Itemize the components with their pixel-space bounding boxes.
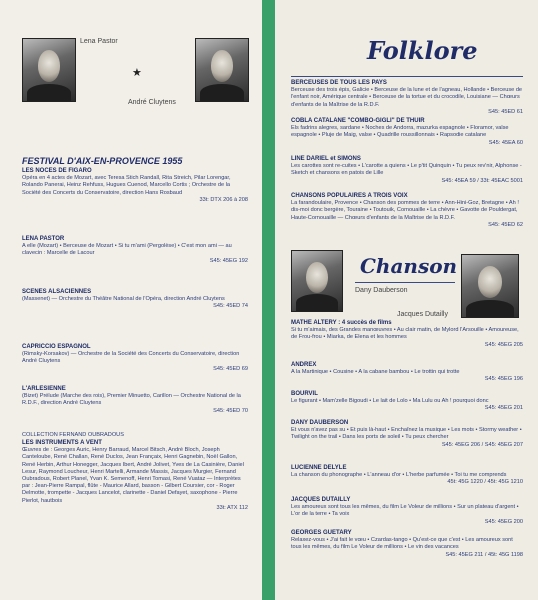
section-ref: S45: 45EG 192: [209, 257, 248, 264]
section-heading: ANDREX: [291, 362, 317, 368]
section-body: Berceuse des trois épis, Galicie • Berceuse de la lune et de l'agneau, Hollande • Berceuse de l'enfant noir, Amérique centrale • Berceuse de la tortue et du crocodile, Louisiane — Chœurs d'enfants de la Maîtrise de la R.D.F.: [291, 87, 523, 108]
section-lucienne-delyle: [291, 465, 523, 487]
section-heading: LES INSTRUMENTS A VENT: [22, 440, 102, 446]
section-georges-guetary: [291, 530, 523, 559]
photo-dany-dauberson: [291, 250, 343, 312]
section-body: (Rimsky-Korsakov) — Orchestre de la Société des Concerts du Conservatoire, direction André Cluytens: [22, 351, 240, 365]
section-bourvil: [291, 391, 523, 413]
section-body: A elle (Mozart) • Berceuse de Mozart • Si tu m'ami (Pergolèse) • C'est mon ami — au clavecin : Marcelle de Lacour: [22, 243, 232, 257]
section-body: La chanson du phonographe • L'anneau d'or • L'herbe parfumée • Toi tu me comprends: [291, 472, 507, 479]
festival-title: FESTIVAL D'AIX-EN-PROVENCE 1955: [22, 156, 183, 166]
section-body: La farandoulaire, Provence • Chanson des pommes de terre • Ann-Hini-Goz, Bretagne • Ah ! dis-moi donc bergère, Touraine • Toutouik, Cornouaille • La chèvre • Gavotte de Pouldergat, Haute-Cornouaille — Chœurs d'enfants de la Maîtrise de la R.D.F.: [291, 200, 519, 221]
photo4-caption: Jacques Dutailly: [397, 311, 448, 318]
section-ref: S45: 45EG 200: [484, 518, 523, 525]
section-instruments: [22, 440, 248, 512]
section-heading: COBLA CATALANE "COMBO-GIGLI" DE THUIR: [291, 118, 425, 124]
section-heading: L'ARLESIENNE: [22, 386, 66, 392]
section-heading: SCENES ALSACIENNES: [22, 289, 92, 295]
section-heading: LINE DARIEL et SIMONS: [291, 156, 361, 162]
section-ref: 45t: 45G 1220 / 45t: 45G 1210: [447, 479, 523, 486]
section-body: Œuvres de : Georges Auric, Henry Barraud, Marcel Bitsch, André Bloch, Joseph Canteloube, René Challan, René Duclos, Jean Françaix, Henri Gagnebin, Noël Gallon, René Herbin, Arthur Honegger, Jacques Ibert, André Jolivet, Yves de La Casinière, Daniel Lesur, Raymond Loucheur, Henri Martelli, Armande Massis, Jacques Murgier, Fernand Oubradous, Robert Planel, Yvan K. Semenoff, Henri Tomasi, René Vuataz — Interprètes par : Jean-Pierre Rampal, flûte - Maurice Allard, basson - Gilbert Coursier, cor - Roger Delmotte, trompette - Jacques Lancelot, clarinette - Daniel Defayet, saxophone - Pierre Pierlot, hautbois: [22, 447, 244, 504]
section-body: (Bizet) Prélude (Marche des rois), Premier Minuetto, Carillon — Orchestre National de la R.D.F., direction André Cluytens: [22, 393, 241, 407]
section-ref: S45: 45EG 196: [484, 376, 523, 383]
section-heading: LENA PASTOR: [22, 236, 65, 242]
section-ref: S45: 45EG 206 / S45: 45EG 207: [441, 441, 523, 448]
section-body: Els fadrins alegres, sardane • Noches de Andorra, mazurka espagnole • Floramor, valse espagnole • Pluje de Maig, valse • Quadrille roussillonnais • Rapsodie catalane: [291, 125, 509, 139]
section-body: Les carottes sont re-cuites • L'carotte a quiens • Le p'tit Quinquin • Tu peux rev'nir, Alphonse - Sketch et chansons en patois de Lille: [291, 163, 522, 177]
section-body: Si tu m'aimais, des Grandes manœuvres • Au clair matin, de Mylord l'Arsouille • Amoureuse, de Frou-frou • Miarka, de Elena et les hommes: [291, 327, 519, 341]
section-ref: S45: 45ED 74: [213, 303, 248, 310]
section-andrex: [291, 362, 523, 384]
section-scenes: [22, 289, 248, 311]
section-heading: BOURVIL: [291, 391, 318, 397]
section-ref: S45: 45EA 59 / 33t: 45EAC 5001: [441, 177, 523, 184]
section-arlesienne: [22, 386, 248, 415]
section-capriccio: [22, 344, 248, 373]
section-ref: 33t: ATX 112: [216, 504, 248, 511]
section-ref: S45: 45EG 211 / 45t: 45G 1198: [445, 551, 523, 558]
section-body: (Massenet) — Orchestre du Théâtre National de l'Opéra, direction André Cluytens: [22, 296, 225, 303]
section-heading: DANY DAUBERSON: [291, 420, 349, 426]
section-ref: S45: 45ED 70: [213, 407, 248, 414]
section-noces: [22, 168, 248, 204]
section-ref: S45: 45EG 205: [484, 341, 523, 348]
section-body: Opéra en 4 actes de Mozart, avec Teresa Stich Randall, Rita Streich, Pilar Lorengar, Rolando Panerai, Heinz Rehfuss, Hugues Cuenod, Marcello Cortis ; Orchestre de la Société des Concerts du Conservatoire, direction Hans Rosbaud: [22, 175, 231, 196]
folklore-rule: [291, 76, 523, 77]
section-heading: CHANSONS POPULAIRES A TROIS VOIX: [291, 193, 408, 199]
section-heading: LUCIENNE DELYLE: [291, 465, 347, 471]
photo-lena-pastor: [22, 38, 76, 102]
section-ref: S45: 45ED 61: [488, 108, 523, 115]
section-berceuses: [291, 80, 523, 116]
section-ref: 33t: DTX 206 à 208: [199, 196, 248, 203]
section-dany-dauberson: [291, 420, 523, 449]
photo2-caption: André Cluytens: [128, 99, 176, 106]
section-mathe-altery: [291, 320, 523, 349]
photo-jacques-dutailly: [461, 254, 519, 318]
right-panel: [275, 0, 538, 600]
section-heading: MATHE ALTERY : 4 succès de films: [291, 320, 392, 326]
star-icon: ★: [132, 67, 142, 79]
section-body: Relaxez-vous • J'ai fait le vœu • Czardas-tango • Qu'est-ce que c'est • Les amoureux sont tous les mêmes, du film Le Voleur de millions • Le vin des vacances: [291, 537, 513, 551]
section-body: Le figurant • Mam'zelle Bigoudi • Le lait de Lolo • Ma Lulu ou Ah ! pourquoi donc: [291, 398, 489, 405]
section-heading: CAPRICCIO ESPAGNOL: [22, 344, 91, 350]
chanson-rule: [355, 282, 455, 283]
section-lena: [22, 236, 248, 265]
section-chansons-populaires: [291, 193, 523, 229]
section-ref: S45: 45EG 201: [484, 405, 523, 412]
section-cobla: [291, 118, 523, 147]
section-body: Les amoureux sont tous les mêmes, du film Le Voleur de millions • Sur un plateau d'argent • L'or de la terre • Ta voix: [291, 504, 519, 518]
section-body: A la Martinique • Cousine • A la cabane bambou • Le trottin qui trotte: [291, 369, 460, 376]
photo1-caption: Lena Pastor: [80, 38, 118, 45]
photo-andre-cluytens: [195, 38, 249, 102]
section-line-dariel: [291, 156, 523, 185]
section-ref: S45: 45EA 60: [488, 139, 523, 146]
section-jacques-dutailly: [291, 497, 523, 526]
section-ref: S45: 45ED 69: [213, 365, 248, 372]
section-heading: GEORGES GUETARY: [291, 530, 352, 536]
section-heading: JACQUES DUTAILLY: [291, 497, 351, 503]
collection-label: COLLECTION FERNAND OUBRADOUS: [22, 432, 124, 438]
section-ref: S45: 45ED 62: [488, 221, 523, 228]
left-panel: [0, 0, 262, 600]
section-heading: BERCEUSES DE TOUS LES PAYS: [291, 80, 387, 86]
chanson-title: Chanson: [360, 254, 458, 278]
photo3-caption: Dany Dauberson: [355, 287, 408, 294]
section-heading: LES NOCES DE FIGARO: [22, 168, 92, 174]
section-body: Et vous n'avez pas su • Et puis là-haut • Enchaînez la musique • Les mots • Stormy weather • Twilight on the trail • Dans les ports de soleil • Tu peux chercher: [291, 427, 522, 441]
folklore-title: Folklore: [367, 36, 478, 65]
